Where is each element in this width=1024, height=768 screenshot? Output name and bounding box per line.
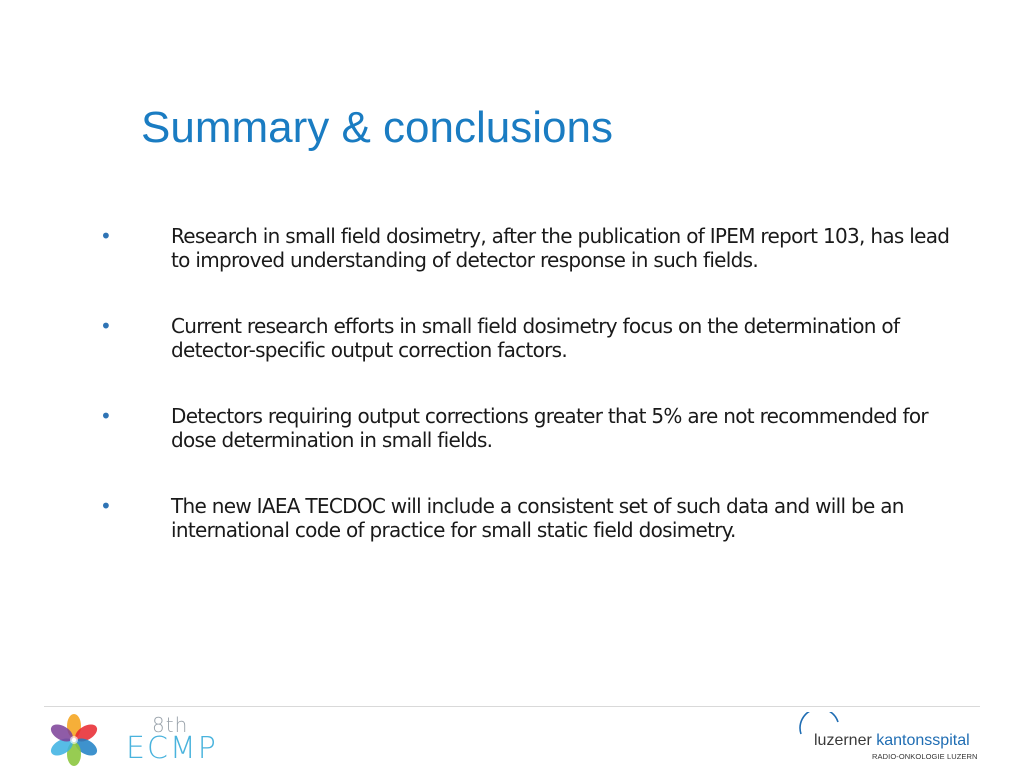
bullet-marker: • <box>100 314 112 338</box>
bullet-marker: • <box>100 224 112 248</box>
footer-divider <box>44 706 980 707</box>
bullet-text: The new IAEA TECDOC will include a consistent set of such data and will be an international code of practice for small static field dosimetry. <box>171 494 904 542</box>
bullet-marker: • <box>100 404 112 428</box>
ecmp-name: ECMP <box>126 731 218 766</box>
list-item <box>100 314 970 362</box>
hospital-name <box>814 732 970 750</box>
star-flower-logo-icon <box>46 714 102 766</box>
bullet-text: Detectors requiring output corrections greater that 5% are not recommended for dose determination in small fields. <box>171 404 928 452</box>
list-item <box>100 404 970 452</box>
bullet-text: Research in small field dosimetry, after the publication of IPEM report 103, has lead to improved understanding of detector response in such fields. <box>171 224 950 272</box>
hospital-name-part1: luzerner <box>814 732 877 749</box>
slide-title: Summary & conclusions <box>141 103 613 152</box>
ecmp-logo <box>46 712 246 768</box>
hospital-name-part2: kantonsspital <box>876 732 970 749</box>
list-item <box>100 224 970 272</box>
bullet-list <box>100 224 970 584</box>
hospital-subtitle: RADIO-ONKOLOGIE LUZERN <box>872 752 978 761</box>
bullet-marker: • <box>100 494 112 518</box>
ecmp-edition: 8th <box>152 713 189 737</box>
list-item <box>100 494 970 542</box>
luzerner-kantonsspital-logo <box>798 712 982 764</box>
bullet-text: Current research efforts in small field dosimetry focus on the determination of detector-specific output correction factors. <box>171 314 900 362</box>
